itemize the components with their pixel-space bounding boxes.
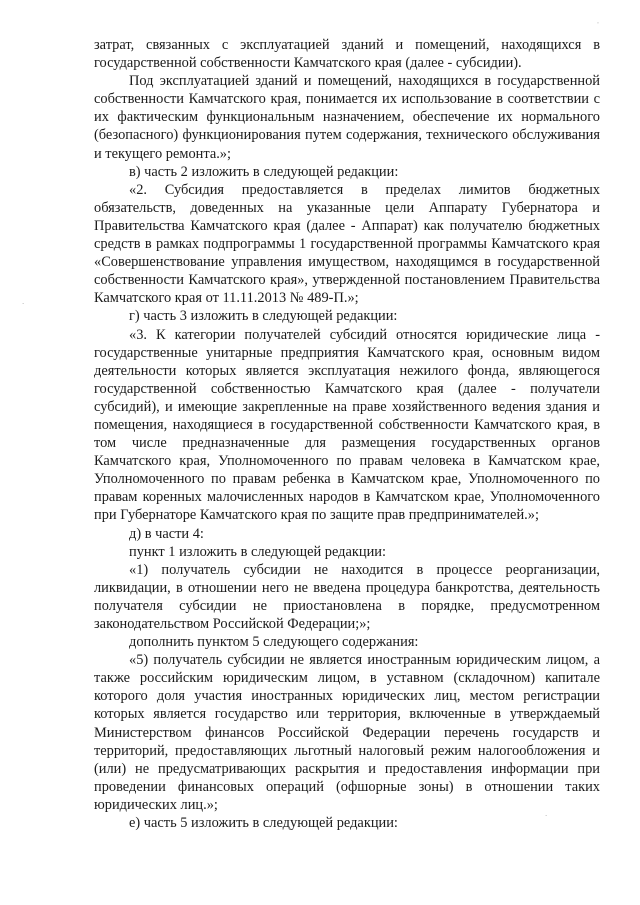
paragraph: «2. Субсидия предоставляется в пределах лимитов бюджетных обязательств, доведенных на указанные цели Аппарату Губернатора и Правительства Камчатского края (далее - Аппарат) как получателю бюджетных средств в рамках подпрограммы 1 государственной программы Камчатского края «Совершенствование управления имуществом, находящимся в государственной собственности Камчатского края», утвержденной постановлением Правительства Камчатского края от 11.11.2013 № 489-П.»; <box>94 181 600 307</box>
paragraph: д) в части 4: <box>129 525 204 542</box>
paragraph: дополнить пунктом 5 следующего содержания: <box>129 634 419 651</box>
paragraph: г) часть 3 изложить в следующей редакции: <box>129 308 398 325</box>
scan-speck: · <box>22 300 25 308</box>
paragraph: пункт 1 изложить в следующей редакции: <box>129 543 386 560</box>
paragraph: е) часть 5 изложить в следующей редакции: <box>129 815 398 832</box>
scan-speck: · <box>545 812 548 820</box>
paragraph: «5) получатель субсидии не является иностранным юридическим лицом, а также российским юридическим лицом, в уставном (складочном) капитале которого доля участия иностранных юридических лиц, местом регистрации которых является государство или территория, включенные в утверждаемый Министерством финансов Российской Федерации перечень государств и территорий, предоставляющих льготный налоговый режим налогообложения и (или) не предусматривающих раскрытия и предоставления информации при проведении финансовых операций (офшорные зоны) в отношении таких юридических лиц.»; <box>94 652 600 813</box>
paragraph: Под эксплуатацией зданий и помещений, находящихся в государственной собственности Камчатского края, понимается их использование в соответствии с их фактическим функциональным назначением, обеспечение их нормального (безопасного) функционирования путем содержания, технического обслуживания и текущего ремонта.»; <box>94 73 600 162</box>
paragraph: затрат, связанных с эксплуатацией зданий и помещений, находящихся в государственной собственности Камчатского края (далее - субсидии). <box>94 37 600 72</box>
document-body <box>94 36 600 832</box>
paragraph: в) часть 2 изложить в следующей редакции: <box>129 163 399 180</box>
paragraph: «1) получатель субсидии не находится в процессе реорганизации, ликвидации, в отношении него не введена процедура банкротства, деятельность получателя субсидии не приостановлена в порядке, предусмотренном законодательством Российской Федерации;»; <box>94 561 600 632</box>
paragraph: «3. К категории получателей субсидий относятся юридические лица - государственные унитарные предприятия Камчатского края, основным видом деятельности которых является эксплуатация нежилого фонда, являющегося государственной собственностью Камчатского края (далее - получатели субсидий), и имеющие закрепленные на праве хозяйственного ведения здания и помещения, находящиеся в государственной собственности Камчатского края, в том числе предназначенные для размещения государственных органов Камчатского края, Уполномоченного по правам человека в Камчатском крае, Уполномоченного по правам ребенка в Камчатском крае, Уполномоченного по правам коренных малочисленных народов в Камчатском крае, Уполномоченного при Губернаторе Камчатского края по защите прав предпринимателей.»; <box>94 326 600 524</box>
scan-speck: ˑ <box>597 20 600 28</box>
